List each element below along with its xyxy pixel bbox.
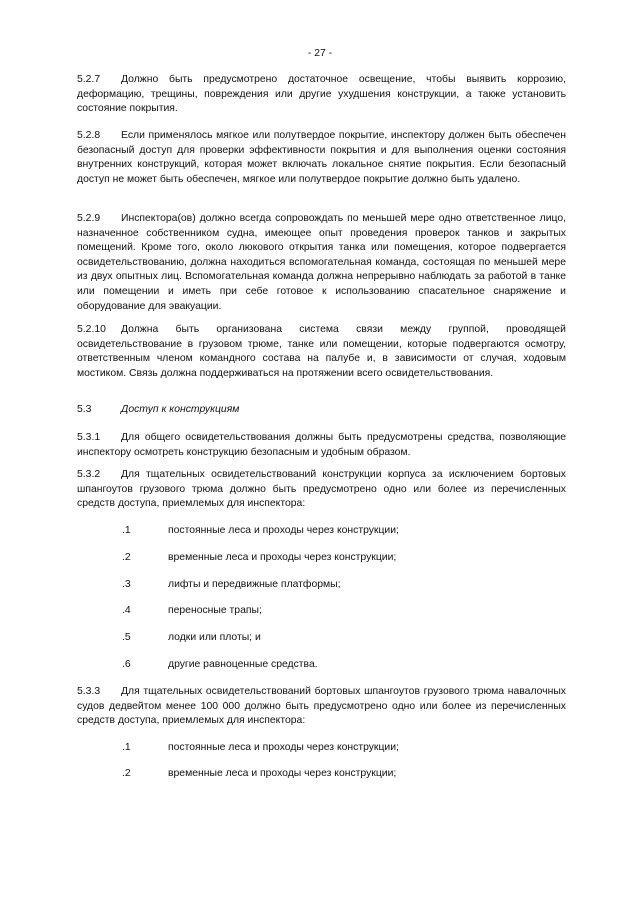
paragraph-number: 5.2.10 (77, 324, 106, 335)
paragraph-text: Инспектора(ов) должно всегда сопровождать по меньшей мере одно ответственное лицо, назначенное собственником судна, имеющее опыт проведения проверок танков и закрытых помещений. Кроме того, около люкового открытия танка или помещения, которое подвергается освидетельствованию, должна находиться вспомогательная команда, состоящая по меньшей мере из двух опытных лиц. Вспомогательная команда должна непрерывно наблюдать за работой в танке или помещении и иметь при себе готовое к использованию спасательное снаряжение и оборудование для эвакуации. (77, 213, 566, 312)
list-item-marker: .4 (122, 605, 131, 616)
section-heading-5-3 (77, 403, 566, 418)
section-number: 5.3 (77, 404, 92, 415)
paragraph-text: Должна быть организована система связи между группой, проводящей освидетельствование в грузовом трюме, танке или помещении, которые подвергаются осмотру, ответственным членом командного состава на палубе и, в зависимости от случая, ходовым мостиком. Связь должна поддерживаться на протяжении всего освидетельствования. (77, 324, 566, 379)
list-item-text: лифты и передвижные платформы; (168, 579, 341, 590)
paragraph-number: 5.3.1 (77, 432, 101, 443)
paragraph-text: Для тщательных освидетельствований конструкции корпуса за исключением бортовых шпангоутов грузового трюма должно быть предусмотрено одно или более из перечисленных средств доступа, приемлемых для инспектора: (77, 469, 566, 510)
paragraph-text: Для общего освидетельствования должны быть предусмотрены средства, позволяющие инспектору осмотреть конструкцию безопасным и удобным образом. (77, 432, 566, 458)
paragraph-text: Для тщательных освидетельствований бортовых шпангоутов грузового трюма навалочных судов дедвейтом менее 100 000 должно быть предусмотрено одно или более из перечисленных средств доступа, приемлемых для инспектора: (77, 686, 566, 727)
paragraph-5-2-8 (77, 129, 566, 187)
list-item-text: постоянные леса и проходы через конструкции; (168, 525, 399, 536)
list-item (122, 551, 562, 566)
paragraph-number: 5.2.8 (77, 130, 101, 141)
list-item (122, 741, 562, 756)
paragraph-5-2-9 (77, 212, 566, 314)
list-item (122, 604, 562, 619)
list-item-text: другие равноценные средства. (168, 659, 318, 670)
list-item-marker: .2 (122, 768, 131, 779)
paragraph-number: 5.2.9 (77, 213, 101, 224)
list-item-marker: .1 (122, 525, 131, 536)
paragraph-5-3-1 (77, 431, 566, 460)
paragraph-5-3-2 (77, 468, 566, 512)
paragraph-number: 5.3.2 (77, 469, 101, 480)
paragraph-5-2-10 (77, 323, 566, 381)
list-item-text: постоянные леса и проходы через конструкции; (168, 742, 399, 753)
paragraph-number: 5.3.3 (77, 686, 101, 697)
list-item (122, 578, 562, 593)
list-item (122, 631, 562, 646)
paragraph-number: 5.2.7 (77, 74, 101, 85)
list-item-text: переносные трапы; (168, 605, 262, 616)
list-item (122, 767, 562, 782)
paragraph-5-3-3 (77, 685, 566, 729)
list-item-marker: .6 (122, 659, 131, 670)
list-item-marker: .1 (122, 742, 131, 753)
list-item-text: временные леса и проходы через конструкции; (168, 552, 397, 563)
list-item-marker: .5 (122, 632, 131, 643)
list-item-marker: .3 (122, 579, 131, 590)
section-title: Доступ к конструкциям (121, 404, 240, 415)
list-item (122, 524, 562, 539)
list-item-text: временные леса и проходы через конструкции; (168, 768, 397, 779)
paragraph-text: Если применялось мягкое или полутвердое покрытие, инспектору должен быть обеспечен безопасный доступ для проверки эффективности покрытия и для выполнения оценки состояния внутренних конструкций, которая может включать локальное снятие покрытия. Если безопасный доступ не может быть обеспечен, мягкое или полутвердое покрытие должно быть удалено. (77, 130, 566, 185)
list-item-marker: .2 (122, 552, 131, 563)
paragraph-text: Должно быть предусмотрено достаточное освещение, чтобы выявить коррозию, деформацию, трещины, повреждения или другие ухудшения конструкции, а также установить состояние покрытия. (77, 74, 566, 115)
list-item-text: лодки или плоты; и (168, 632, 261, 643)
paragraph-5-2-7 (77, 73, 566, 117)
page-number: - 27 - (307, 48, 333, 59)
list-item (122, 658, 562, 673)
